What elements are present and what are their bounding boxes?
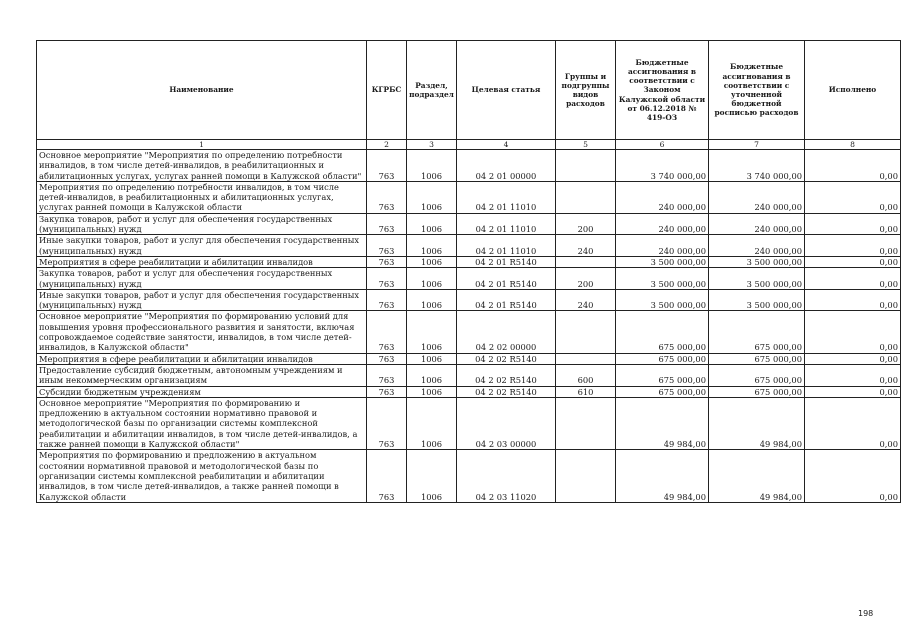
cell-name: Мероприятия по определению потребности инвалидов, в том числе детей-инвалидов, в реабилитационных и абилитационных услугах, услугах ранней помощи в Калужской области [37,181,367,213]
cell-target: 04 2 02 R5140 [457,353,556,364]
cell-law-allocation: 3 740 000,00 [616,150,709,182]
cell-section: 1006 [407,450,457,502]
column-number: 7 [709,140,805,150]
cell-section: 1006 [407,181,457,213]
cell-kgrbs: 763 [367,235,407,257]
cell-target: 04 2 02 R5140 [457,364,556,386]
cell-section: 1006 [407,256,457,267]
header-row [37,41,901,140]
cell-kgrbs: 763 [367,268,407,290]
cell-name: Мероприятия по формированию и предложению в актуальном состоянии нормативной правовой и методологической базы по организации системы комплексной реабилитации и абилитации инвалидов, в том числе детей-инвалидов, а также ранней помощи в Калужской области [37,450,367,502]
cell-executed: 0,00 [805,450,901,502]
cell-section: 1006 [407,353,457,364]
cell-executed: 0,00 [805,353,901,364]
cell-name: Основное мероприятие "Мероприятия по определению потребности инвалидов, в том числе детей-инвалидов, в реабилитационных и абилитационных услугах, услугах ранней помощи в Калужской области" [37,150,367,182]
cell-group [556,397,616,449]
column-number: 6 [616,140,709,150]
cell-section: 1006 [407,364,457,386]
cell-kgrbs: 763 [367,386,407,397]
cell-executed: 0,00 [805,397,901,449]
cell-group [556,181,616,213]
cell-law-allocation: 675 000,00 [616,353,709,364]
cell-target: 04 2 01 R5140 [457,268,556,290]
cell-name: Иные закупки товаров, работ и услуг для обеспечения государственных (муниципальных) нужд [37,235,367,257]
cell-kgrbs: 763 [367,150,407,182]
cell-kgrbs: 763 [367,213,407,235]
cell-target: 04 2 01 11010 [457,213,556,235]
cell-refined-allocation: 3 740 000,00 [709,150,805,182]
cell-target: 04 2 03 00000 [457,397,556,449]
table-row [37,181,901,213]
cell-executed: 0,00 [805,289,901,311]
header-name: Наименование [37,41,367,140]
column-number: 1 [37,140,367,150]
table-row [37,364,901,386]
cell-executed: 0,00 [805,235,901,257]
cell-target: 04 2 02 R5140 [457,386,556,397]
table-row [37,289,901,311]
cell-executed: 0,00 [805,181,901,213]
cell-executed: 0,00 [805,311,901,353]
cell-law-allocation: 675 000,00 [616,311,709,353]
cell-executed: 0,00 [805,213,901,235]
cell-law-allocation: 49 984,00 [616,397,709,449]
cell-kgrbs: 763 [367,311,407,353]
cell-target: 04 2 03 11020 [457,450,556,502]
cell-target: 04 2 01 R5140 [457,256,556,267]
header-refined-allocation: Бюджетные ассигнования в соответствии с уточненной бюджетной росписью расходов [709,41,805,140]
column-number: 3 [407,140,457,150]
table-row [37,256,901,267]
cell-name: Основное мероприятие "Мероприятия по формированию и предложению в актуальном состоянии нормативно правовой и методологической базы по организации системы комплексной реабилитации и абилитации инвалидов, в том числе детей-инвалидов, а также ранней помощи в Калужской области" [37,397,367,449]
cell-group [556,353,616,364]
header-section: Раздел, подраздел [407,41,457,140]
cell-section: 1006 [407,268,457,290]
cell-group [556,450,616,502]
cell-executed: 0,00 [805,364,901,386]
cell-name: Мероприятия в сфере реабилитации и абилитации инвалидов [37,256,367,267]
cell-group: 600 [556,364,616,386]
cell-law-allocation: 240 000,00 [616,181,709,213]
cell-refined-allocation: 675 000,00 [709,364,805,386]
table-row [37,397,901,449]
cell-group: 200 [556,213,616,235]
cell-executed: 0,00 [805,256,901,267]
cell-law-allocation: 3 500 000,00 [616,289,709,311]
cell-kgrbs: 763 [367,353,407,364]
cell-name: Основное мероприятие "Мероприятия по формированию условий для повышения уровня профессионального развития и занятости, включая сопровождаемое содействие занятости, инвалидов, в том числе детей-инвалидов, в Калужской области" [37,311,367,353]
cell-section: 1006 [407,397,457,449]
column-number: 4 [457,140,556,150]
cell-kgrbs: 763 [367,364,407,386]
header-groups: Группы и подгруппы видов расходов [556,41,616,140]
cell-target: 04 2 01 11010 [457,181,556,213]
cell-refined-allocation: 3 500 000,00 [709,256,805,267]
cell-group: 240 [556,289,616,311]
cell-refined-allocation: 240 000,00 [709,181,805,213]
cell-refined-allocation: 240 000,00 [709,235,805,257]
cell-name: Закупка товаров, работ и услуг для обеспечения государственных (муниципальных) нужд [37,213,367,235]
table-row [37,450,901,502]
cell-law-allocation: 675 000,00 [616,386,709,397]
cell-law-allocation: 3 500 000,00 [616,256,709,267]
cell-section: 1006 [407,386,457,397]
cell-refined-allocation: 675 000,00 [709,353,805,364]
cell-refined-allocation: 675 000,00 [709,386,805,397]
cell-name: Мероприятия в сфере реабилитации и абилитации инвалидов [37,353,367,364]
cell-refined-allocation: 3 500 000,00 [709,289,805,311]
cell-target: 04 2 01 00000 [457,150,556,182]
column-number: 8 [805,140,901,150]
cell-refined-allocation: 3 500 000,00 [709,268,805,290]
column-number: 2 [367,140,407,150]
cell-section: 1006 [407,235,457,257]
cell-executed: 0,00 [805,268,901,290]
cell-name: Закупка товаров, работ и услуг для обеспечения государственных (муниципальных) нужд [37,268,367,290]
cell-name: Предоставление субсидий бюджетным, автономным учреждениям и иным некоммерческим организациям [37,364,367,386]
column-number: 5 [556,140,616,150]
cell-section: 1006 [407,150,457,182]
cell-target: 04 2 01 11010 [457,235,556,257]
cell-refined-allocation: 675 000,00 [709,311,805,353]
cell-executed: 0,00 [805,386,901,397]
cell-kgrbs: 763 [367,397,407,449]
cell-executed: 0,00 [805,150,901,182]
table-row [37,268,901,290]
cell-kgrbs: 763 [367,256,407,267]
header-law-allocation: Бюджетные ассигнования в соответствии с Законом Калужской области от 06.12.2018 № 419-ОЗ [616,41,709,140]
table-row [37,213,901,235]
table-row [37,311,901,353]
cell-group: 240 [556,235,616,257]
cell-name: Иные закупки товаров, работ и услуг для обеспечения государственных (муниципальных) нужд [37,289,367,311]
cell-law-allocation: 49 984,00 [616,450,709,502]
cell-refined-allocation: 49 984,00 [709,397,805,449]
header-target: Целевая статья [457,41,556,140]
cell-kgrbs: 763 [367,450,407,502]
cell-section: 1006 [407,311,457,353]
cell-refined-allocation: 240 000,00 [709,213,805,235]
cell-law-allocation: 240 000,00 [616,235,709,257]
page-number: 198 [858,609,874,618]
cell-refined-allocation: 49 984,00 [709,450,805,502]
cell-section: 1006 [407,213,457,235]
table-row [37,386,901,397]
header-executed: Исполнено [805,41,901,140]
header-kgrbs: КГРБС [367,41,407,140]
cell-group: 200 [556,268,616,290]
cell-law-allocation: 240 000,00 [616,213,709,235]
cell-group [556,311,616,353]
table-row [37,353,901,364]
column-number-row [37,140,901,150]
cell-target: 04 2 01 R5140 [457,289,556,311]
cell-law-allocation: 3 500 000,00 [616,268,709,290]
cell-law-allocation: 675 000,00 [616,364,709,386]
cell-kgrbs: 763 [367,289,407,311]
cell-section: 1006 [407,289,457,311]
cell-name: Субсидии бюджетным учреждениям [37,386,367,397]
cell-kgrbs: 763 [367,181,407,213]
cell-target: 04 2 02 00000 [457,311,556,353]
cell-group [556,150,616,182]
table-row [37,150,901,182]
cell-group [556,256,616,267]
table-row [37,235,901,257]
budget-table [36,40,901,503]
cell-group: 610 [556,386,616,397]
